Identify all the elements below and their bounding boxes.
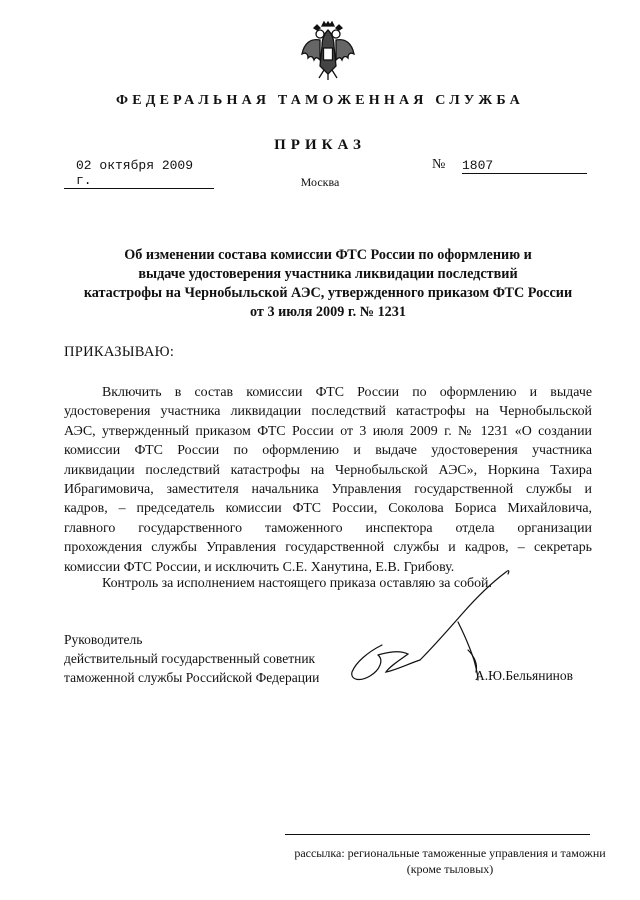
body-line: ликвидации последствий катастрофы на Чернобыльской АЭС», Норкина Тахира <box>64 462 592 478</box>
city: Москва <box>300 175 340 189</box>
signatory-title <box>64 630 319 687</box>
order-body <box>64 383 592 577</box>
body-line: прохождения службы Управления государственной службы и кадров, – секретарь <box>64 540 592 556</box>
footer-divider <box>285 834 590 835</box>
subject-line: выдаче удостоверения участника ликвидации последствий <box>138 266 518 282</box>
body-line: АЭС, утвержденный приказом ФТС России от 3 июля 2009 г. № 1231 «О создании <box>64 423 592 439</box>
order-subject <box>64 246 592 322</box>
signatory-title-line: действительный государственный советник <box>64 651 316 666</box>
mailing-line: рассылка: региональные таможенные управления и таможни <box>294 846 606 860</box>
body-line: комиссии ФТС России по оформлению и выдаче удостоверения участника <box>64 443 592 459</box>
mailing-list <box>285 845 615 877</box>
order-number: 1807 <box>462 158 587 174</box>
order-word: ПРИКАЗЫВАЮ: <box>64 344 175 360</box>
russian-coat-of-arms-icon <box>300 20 356 82</box>
agency-name: ФЕДЕРАЛЬНАЯ ТАМОЖЕННАЯ СЛУЖБА <box>116 93 524 108</box>
subject-line: от 3 июля 2009 г. № 1231 <box>250 304 406 320</box>
handwritten-signature <box>338 560 538 710</box>
document-type-title: ПРИКАЗ <box>274 137 366 153</box>
subject-line: Об изменении состава комиссии ФТС России по оформлению и <box>124 247 532 263</box>
mailing-line: (кроме тыловых) <box>406 862 494 876</box>
body-line: Ибрагимовича, заместителя начальника Управления государственной службы и <box>64 482 592 498</box>
order-date: 02 октября 2009 г. <box>64 158 214 189</box>
body-line: кадров, – председатель комиссии ФТС России, Соколова Бориса Михайловича, <box>64 501 592 517</box>
body-line: удостоверения участника ликвидации последствий катастрофы на Чернобыльской <box>64 404 592 420</box>
body-line: главного государственного таможенного инспектора отдела организации <box>64 520 592 536</box>
body-line: Включить в состав комиссии ФТС России по оформлению и выдаче <box>102 385 592 400</box>
subject-line: катастрофы на Чернобыльской АЭС, утвержденного приказом ФТС России <box>83 285 573 301</box>
control-clause: Контроль за исполнением настоящего приказа оставляю за собой. <box>102 576 492 591</box>
signatory-title-line: Руководитель <box>64 632 143 647</box>
body-line: комиссии ФТС России, и исключить С.Е. Ханутина, Е.В. Грибову. <box>64 559 455 575</box>
signatory-title-line: таможенной службы Российской Федерации <box>64 670 320 685</box>
order-number-label: № <box>432 157 446 172</box>
signer-name: А.Ю.Бельянинов <box>475 668 574 683</box>
